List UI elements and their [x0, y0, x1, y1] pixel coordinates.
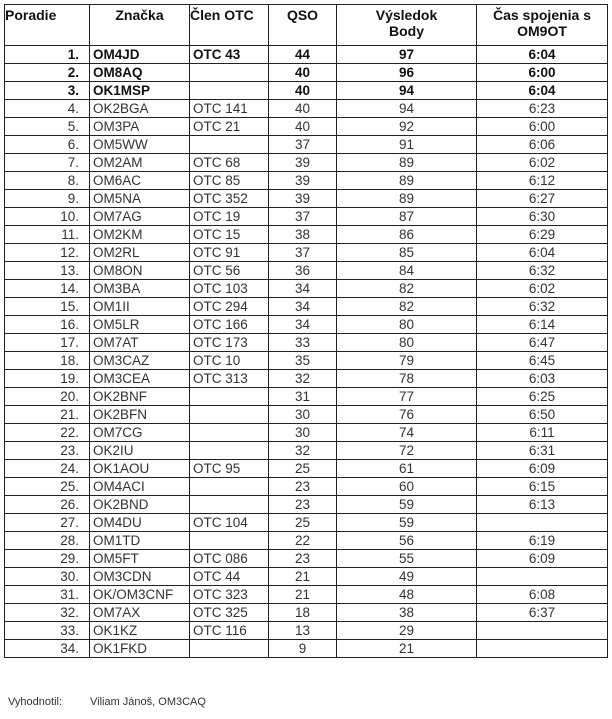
cell-contact-time: [477, 568, 608, 586]
cell-qso: 35: [269, 352, 337, 370]
cell-contact-time: 6:08: [477, 586, 608, 604]
table-row: [5, 442, 608, 460]
table-row: [5, 568, 608, 586]
cell-contact-time: 6:09: [477, 550, 608, 568]
cell-points: 86: [337, 226, 477, 244]
cell-otc-member: OTC 15: [190, 226, 269, 244]
cell-callsign: OM4JD: [90, 46, 190, 64]
cell-points: 49: [337, 568, 477, 586]
cell-qso: 40: [269, 118, 337, 136]
cell-callsign: OK1MSP: [90, 82, 190, 100]
table-row: [5, 478, 608, 496]
table-row: [5, 622, 608, 640]
cell-points: 82: [337, 298, 477, 316]
table-row: [5, 424, 608, 442]
cell-contact-time: 6:00: [477, 118, 608, 136]
cell-otc-member: OTC 173: [190, 334, 269, 352]
cell-points: 94: [337, 82, 477, 100]
cell-rank: 13.: [5, 262, 90, 280]
cell-otc-member: [190, 388, 269, 406]
cell-qso: 22: [269, 532, 337, 550]
cell-qso: 18: [269, 604, 337, 622]
cell-qso: 39: [269, 172, 337, 190]
cell-rank: 3.: [5, 82, 90, 100]
cell-contact-time: 6:31: [477, 442, 608, 460]
cell-contact-time: 6:32: [477, 262, 608, 280]
cell-otc-member: OTC 91: [190, 244, 269, 262]
cell-rank: 8.: [5, 172, 90, 190]
cell-points: 89: [337, 190, 477, 208]
cell-callsign: OK2BGA: [90, 100, 190, 118]
table-row: [5, 388, 608, 406]
table-row: [5, 136, 608, 154]
table-row: [5, 460, 608, 478]
cell-rank: 16.: [5, 316, 90, 334]
cell-rank: 2.: [5, 64, 90, 82]
cell-contact-time: 6:25: [477, 388, 608, 406]
cell-qso: 40: [269, 82, 337, 100]
cell-contact-time: 6:45: [477, 352, 608, 370]
cell-otc-member: OTC 352: [190, 190, 269, 208]
cell-qso: 23: [269, 550, 337, 568]
cell-callsign: OM1TD: [90, 532, 190, 550]
cell-contact-time: 6:29: [477, 226, 608, 244]
cell-contact-time: 6:19: [477, 532, 608, 550]
cell-points: 80: [337, 316, 477, 334]
cell-contact-time: 6:27: [477, 190, 608, 208]
table-row: [5, 208, 608, 226]
cell-rank: 14.: [5, 280, 90, 298]
cell-qso: 33: [269, 334, 337, 352]
cell-otc-member: [190, 424, 269, 442]
cell-contact-time: [477, 622, 608, 640]
table-row: [5, 514, 608, 532]
cell-points: 38: [337, 604, 477, 622]
cell-rank: 15.: [5, 298, 90, 316]
cell-contact-time: 6:00: [477, 64, 608, 82]
table-row: [5, 496, 608, 514]
cell-callsign: OK1AOU: [90, 460, 190, 478]
cell-callsign: OM8AQ: [90, 64, 190, 82]
cell-rank: 10.: [5, 208, 90, 226]
cell-qso: 25: [269, 514, 337, 532]
cell-otc-member: OTC 086: [190, 550, 269, 568]
cell-callsign: OM7AG: [90, 208, 190, 226]
cell-callsign: OM3CDN: [90, 568, 190, 586]
cell-qso: 40: [269, 100, 337, 118]
cell-points: 48: [337, 586, 477, 604]
cell-qso: 21: [269, 568, 337, 586]
cell-rank: 12.: [5, 244, 90, 262]
cell-callsign: OM8ON: [90, 262, 190, 280]
cell-callsign: OM7AX: [90, 604, 190, 622]
cell-points: 91: [337, 136, 477, 154]
cell-callsign: OM2AM: [90, 154, 190, 172]
cell-points: 59: [337, 496, 477, 514]
cell-callsign: OM5LR: [90, 316, 190, 334]
cell-contact-time: 6:47: [477, 334, 608, 352]
cell-callsign: OM5NA: [90, 190, 190, 208]
table-row: [5, 370, 608, 388]
cell-qso: 36: [269, 262, 337, 280]
cell-points: 56: [337, 532, 477, 550]
cell-points: 89: [337, 154, 477, 172]
cell-points: 97: [337, 46, 477, 64]
cell-callsign: OM3CEA: [90, 370, 190, 388]
cell-callsign: OM4DU: [90, 514, 190, 532]
cell-contact-time: 6:06: [477, 136, 608, 154]
cell-otc-member: OTC 325: [190, 604, 269, 622]
table-row: [5, 586, 608, 604]
cell-qso: 31: [269, 388, 337, 406]
cell-contact-time: 6:14: [477, 316, 608, 334]
table-row: [5, 154, 608, 172]
cell-qso: 30: [269, 424, 337, 442]
cell-qso: 9: [269, 640, 337, 658]
cell-points: 29: [337, 622, 477, 640]
footer-label: Vyhodnotil:: [8, 696, 63, 708]
cell-callsign: OM3CAZ: [90, 352, 190, 370]
cell-rank: 22.: [5, 424, 90, 442]
table-row: [5, 46, 608, 64]
cell-points: 85: [337, 244, 477, 262]
cell-contact-time: [477, 640, 608, 658]
cell-callsign: OK2BFN: [90, 406, 190, 424]
table-row: [5, 100, 608, 118]
cell-qso: 34: [269, 298, 337, 316]
cell-callsign: OM7CG: [90, 424, 190, 442]
cell-qso: 40: [269, 64, 337, 82]
cell-rank: 23.: [5, 442, 90, 460]
header-callsign: Značka: [90, 5, 190, 46]
table-row: [5, 640, 608, 658]
cell-callsign: OM6AC: [90, 172, 190, 190]
cell-rank: 26.: [5, 496, 90, 514]
cell-callsign: OK1KZ: [90, 622, 190, 640]
results-table: [4, 4, 608, 658]
footer: [8, 696, 206, 708]
cell-otc-member: OTC 323: [190, 586, 269, 604]
cell-qso: 34: [269, 316, 337, 334]
cell-callsign: OM3PA: [90, 118, 190, 136]
cell-qso: 13: [269, 622, 337, 640]
cell-otc-member: OTC 104: [190, 514, 269, 532]
table-row: [5, 280, 608, 298]
cell-qso: 37: [269, 244, 337, 262]
cell-points: 82: [337, 280, 477, 298]
cell-qso: 32: [269, 370, 337, 388]
cell-rank: 27.: [5, 514, 90, 532]
cell-callsign: OK2BNF: [90, 388, 190, 406]
cell-otc-member: OTC 116: [190, 622, 269, 640]
cell-otc-member: [190, 496, 269, 514]
cell-contact-time: 6:12: [477, 172, 608, 190]
cell-points: 79: [337, 352, 477, 370]
cell-contact-time: 6:04: [477, 82, 608, 100]
cell-rank: 20.: [5, 388, 90, 406]
cell-otc-member: [190, 478, 269, 496]
cell-rank: 5.: [5, 118, 90, 136]
table-row: [5, 532, 608, 550]
cell-points: 55: [337, 550, 477, 568]
cell-rank: 19.: [5, 370, 90, 388]
cell-qso: 23: [269, 478, 337, 496]
cell-qso: 39: [269, 154, 337, 172]
table-row: [5, 334, 608, 352]
cell-otc-member: OTC 10: [190, 352, 269, 370]
cell-qso: 34: [269, 280, 337, 298]
cell-rank: 4.: [5, 100, 90, 118]
cell-points: 94: [337, 100, 477, 118]
header-rank: Poradie: [5, 5, 90, 46]
cell-qso: 30: [269, 406, 337, 424]
cell-contact-time: 6:13: [477, 496, 608, 514]
cell-qso: 37: [269, 136, 337, 154]
cell-otc-member: OTC 141: [190, 100, 269, 118]
cell-points: 92: [337, 118, 477, 136]
table-row: [5, 316, 608, 334]
header-points-line1: Výsledok: [375, 7, 438, 23]
cell-otc-member: OTC 43: [190, 46, 269, 64]
cell-rank: 31.: [5, 586, 90, 604]
cell-otc-member: OTC 313: [190, 370, 269, 388]
cell-rank: 28.: [5, 532, 90, 550]
cell-rank: 17.: [5, 334, 90, 352]
header-points: [337, 5, 477, 46]
table-row: [5, 550, 608, 568]
cell-contact-time: 6:11: [477, 424, 608, 442]
header-time-line1: Čas spojenia s: [492, 7, 592, 23]
cell-qso: 38: [269, 226, 337, 244]
table-row: [5, 604, 608, 622]
cell-points: 80: [337, 334, 477, 352]
table-row: [5, 226, 608, 244]
table-row: [5, 64, 608, 82]
cell-contact-time: 6:02: [477, 280, 608, 298]
header-contact-time: [477, 5, 608, 46]
table-row: [5, 118, 608, 136]
table-row: [5, 406, 608, 424]
cell-otc-member: OTC 85: [190, 172, 269, 190]
cell-otc-member: OTC 103: [190, 280, 269, 298]
cell-qso: 25: [269, 460, 337, 478]
cell-callsign: OK2BND: [90, 496, 190, 514]
cell-otc-member: [190, 406, 269, 424]
cell-contact-time: 6:03: [477, 370, 608, 388]
cell-otc-member: OTC 56: [190, 262, 269, 280]
cell-callsign: OM7AT: [90, 334, 190, 352]
cell-otc-member: [190, 64, 269, 82]
cell-callsign: OM1II: [90, 298, 190, 316]
cell-contact-time: 6:37: [477, 604, 608, 622]
header-points-line2: Body: [389, 23, 424, 39]
cell-points: 21: [337, 640, 477, 658]
cell-qso: 44: [269, 46, 337, 64]
cell-rank: 32.: [5, 604, 90, 622]
cell-rank: 9.: [5, 190, 90, 208]
cell-rank: 25.: [5, 478, 90, 496]
cell-points: 96: [337, 64, 477, 82]
cell-rank: 34.: [5, 640, 90, 658]
cell-callsign: OM2KM: [90, 226, 190, 244]
cell-qso: 23: [269, 496, 337, 514]
cell-otc-member: [190, 136, 269, 154]
cell-qso: 39: [269, 190, 337, 208]
cell-rank: 33.: [5, 622, 90, 640]
cell-otc-member: OTC 19: [190, 208, 269, 226]
cell-otc-member: OTC 68: [190, 154, 269, 172]
cell-otc-member: [190, 532, 269, 550]
table-row: [5, 172, 608, 190]
cell-points: 59: [337, 514, 477, 532]
cell-contact-time: 6:32: [477, 298, 608, 316]
cell-contact-time: 6:30: [477, 208, 608, 226]
table-row: [5, 262, 608, 280]
header-otc-member: Člen OTC: [190, 5, 269, 46]
cell-otc-member: OTC 21: [190, 118, 269, 136]
cell-rank: 7.: [5, 154, 90, 172]
cell-callsign: OM5FT: [90, 550, 190, 568]
cell-contact-time: 6:02: [477, 154, 608, 172]
cell-otc-member: [190, 640, 269, 658]
cell-qso: 37: [269, 208, 337, 226]
cell-contact-time: 6:50: [477, 406, 608, 424]
cell-rank: 21.: [5, 406, 90, 424]
cell-rank: 1.: [5, 46, 90, 64]
table-row: [5, 244, 608, 262]
cell-otc-member: OTC 44: [190, 568, 269, 586]
cell-callsign: OM4ACI: [90, 478, 190, 496]
cell-qso: 32: [269, 442, 337, 460]
cell-contact-time: 6:04: [477, 46, 608, 64]
cell-contact-time: 6:04: [477, 244, 608, 262]
cell-callsign: OK/OM3CNF: [90, 586, 190, 604]
cell-callsign: OM2RL: [90, 244, 190, 262]
cell-points: 87: [337, 208, 477, 226]
cell-otc-member: [190, 82, 269, 100]
table-row: [5, 82, 608, 100]
cell-rank: 11.: [5, 226, 90, 244]
cell-contact-time: 6:23: [477, 100, 608, 118]
cell-rank: 24.: [5, 460, 90, 478]
table-row: [5, 352, 608, 370]
cell-otc-member: [190, 442, 269, 460]
table-row: [5, 190, 608, 208]
cell-callsign: OK2IU: [90, 442, 190, 460]
table-row: [5, 298, 608, 316]
header-time-line2: OM9OT: [517, 23, 567, 39]
cell-points: 72: [337, 442, 477, 460]
footer-evaluator: Viliam Jánoš, OM3CAQ: [90, 696, 206, 708]
cell-points: 61: [337, 460, 477, 478]
cell-rank: 30.: [5, 568, 90, 586]
cell-callsign: OM5WW: [90, 136, 190, 154]
cell-points: 77: [337, 388, 477, 406]
cell-contact-time: [477, 514, 608, 532]
cell-callsign: OK1FKD: [90, 640, 190, 658]
cell-points: 60: [337, 478, 477, 496]
cell-qso: 21: [269, 586, 337, 604]
cell-otc-member: OTC 294: [190, 298, 269, 316]
cell-otc-member: OTC 95: [190, 460, 269, 478]
cell-points: 84: [337, 262, 477, 280]
cell-rank: 6.: [5, 136, 90, 154]
cell-rank: 18.: [5, 352, 90, 370]
cell-points: 74: [337, 424, 477, 442]
cell-points: 89: [337, 172, 477, 190]
cell-rank: 29.: [5, 550, 90, 568]
results-body: [5, 46, 608, 658]
cell-contact-time: 6:15: [477, 478, 608, 496]
cell-callsign: OM3BA: [90, 280, 190, 298]
cell-points: 78: [337, 370, 477, 388]
header-qso: QSO: [269, 5, 337, 46]
cell-contact-time: 6:09: [477, 460, 608, 478]
header-row: [5, 5, 608, 46]
cell-points: 76: [337, 406, 477, 424]
cell-otc-member: OTC 166: [190, 316, 269, 334]
